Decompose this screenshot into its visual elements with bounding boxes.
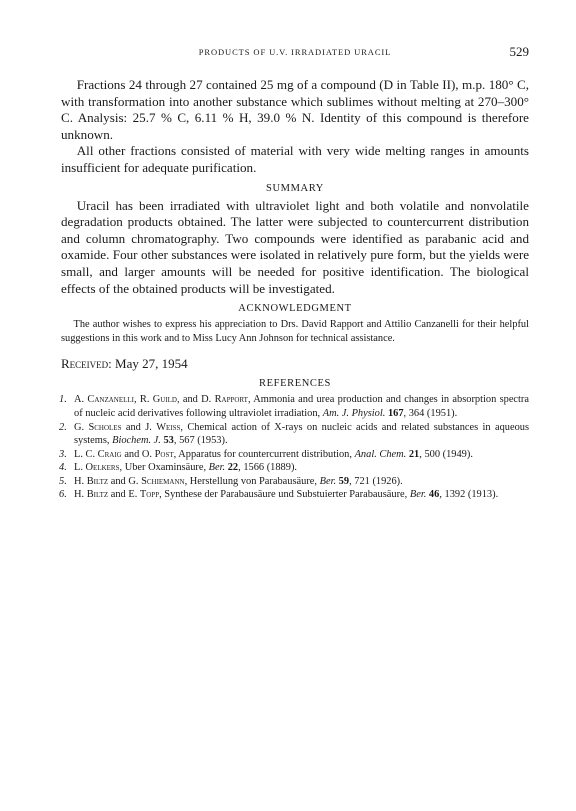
reference-title: , Uber Oxaminsäure, — [119, 462, 209, 474]
acknowledgment-heading: ACKNOWLEDGMENT — [238, 303, 352, 315]
reference-pages: , 364 (1951). — [403, 407, 458, 419]
reference-number: 5. — [59, 475, 67, 487]
reference-item — [61, 421, 529, 448]
received-value: : May 27, 1954 — [108, 356, 188, 372]
reference-author-name: Post — [154, 448, 174, 460]
received-date — [61, 356, 529, 372]
running-head — [61, 44, 529, 60]
reference-volume: 59 — [336, 475, 350, 487]
reference-author-name: Scholes — [88, 421, 122, 433]
reference-number: 6. — [59, 489, 67, 501]
reference-title: , Ammonia and urea production and changes in absorption spectra of nucleic acid derivatives following ultraviolet irradiation, — [74, 394, 529, 419]
page-number: 529 — [509, 44, 529, 59]
summary-heading: SUMMARY — [266, 182, 324, 194]
reference-volume: 21 — [406, 448, 420, 460]
reference-author-name: Schiemann — [141, 475, 185, 487]
reference-pages: , 500 (1949). — [419, 448, 473, 460]
reference-author-text: and O. — [121, 448, 155, 460]
reference-author-text: A. — [74, 394, 88, 406]
references-heading: REFERENCES — [259, 378, 331, 390]
reference-journal: Ber. — [409, 489, 427, 501]
reference-title: , Chemical action of X-rays on nucleic acids and related substances in aqueous systems, — [74, 421, 530, 447]
reference-list — [61, 393, 529, 502]
reference-author-name: Guild — [152, 394, 177, 406]
reference-author-text: and G. — [108, 475, 142, 487]
reference-item — [61, 461, 529, 475]
reference-journal: Am. J. Physiol. — [322, 407, 386, 419]
reference-title: , Herstellung von Parabausäure, — [184, 475, 320, 487]
reference-title: , Apparatus for countercurrent distribution, — [173, 448, 355, 460]
reference-author-name: Canzanelli — [87, 394, 134, 406]
reference-number: 2. — [59, 421, 67, 433]
body-paragraph-other-fractions: All other fractions consisted of material with very wide melting ranges in amounts insufficient for adequate purification. — [61, 143, 529, 175]
reference-author-text: , and D. — [176, 394, 215, 406]
reference-item — [61, 488, 529, 502]
reference-author-text: G. — [74, 421, 89, 433]
reference-author-text: H. — [74, 475, 87, 487]
reference-item — [61, 393, 529, 420]
reference-author-text: and J. — [121, 421, 157, 433]
reference-number: 1. — [59, 394, 67, 406]
reference-author-text: H. — [74, 489, 87, 501]
body-paragraph-fractions: Fractions 24 through 27 contained 25 mg of a compound (D in Table II), m.p. 180° C, with transformation into another substance which sublimes without melting at 270–300° C. Analysis: 25.7 % C, 6.11 % H, 39.0 % N. Identity of this compound is therefore unknown. — [61, 77, 529, 142]
reference-number: 3. — [59, 448, 67, 460]
running-title: PRODUCTS OF U.V. IRRADIATED URACIL — [198, 47, 392, 57]
reference-volume: 167 — [385, 407, 404, 419]
received-label: Received — [61, 356, 109, 372]
reference-volume: 53 — [160, 435, 174, 447]
reference-author-name: Weiss — [156, 421, 181, 433]
reference-journal: Ber. — [208, 462, 226, 474]
reference-journal: Ber. — [319, 475, 337, 487]
reference-volume: 46 — [426, 489, 440, 501]
reference-author-text: and E. — [108, 489, 140, 501]
reference-journal: Biochem. J. — [112, 435, 161, 447]
reference-author-text: , R. — [134, 394, 153, 406]
reference-pages: , 567 (1953). — [173, 435, 228, 447]
reference-item — [61, 475, 529, 489]
reference-author-name: Topp — [139, 489, 160, 501]
reference-item — [61, 448, 529, 462]
reference-author-name: Rapport — [214, 394, 248, 406]
reference-author-text: L. — [74, 462, 86, 474]
reference-pages: , 1392 (1913). — [439, 489, 499, 501]
reference-author-name: Biltz — [86, 489, 109, 501]
reference-author-text: L. C. — [74, 448, 98, 460]
reference-number: 4. — [59, 462, 67, 474]
reference-pages: , 721 (1926). — [349, 475, 403, 487]
reference-journal: Anal. Chem. — [354, 448, 407, 460]
journal-page — [61, 44, 529, 502]
reference-pages: , 1566 (1889). — [238, 462, 297, 474]
acknowledgment-text: The author wishes to express his appreciation to Drs. David Rapport and Attilio Canzanelli for their helpful suggestions in this work and to Miss Lucy Ann Johnson for technical assistance. — [61, 319, 529, 344]
reference-author-name: Craig — [97, 448, 122, 460]
reference-author-name: Oelkers — [85, 462, 120, 474]
summary-text: Uracil has been irradiated with ultraviolet light and both volatile and nonvolatile degradation products obtained. The latter were subjected to countercurrent distribution and column chromatography. Two compounds were identified as parabanic acid and oxamide. Four other substances were isolated in relatively pure form, but the yields were small, and larger amounts will be needed for positive identification. The biological effects of the obtained products will be investigated. — [61, 197, 529, 296]
reference-title: , Synthese der Parabausäure und Substuierter Parabausäure, — [159, 489, 410, 501]
reference-volume: 22 — [225, 462, 239, 474]
reference-author-name: Biltz — [86, 475, 109, 487]
